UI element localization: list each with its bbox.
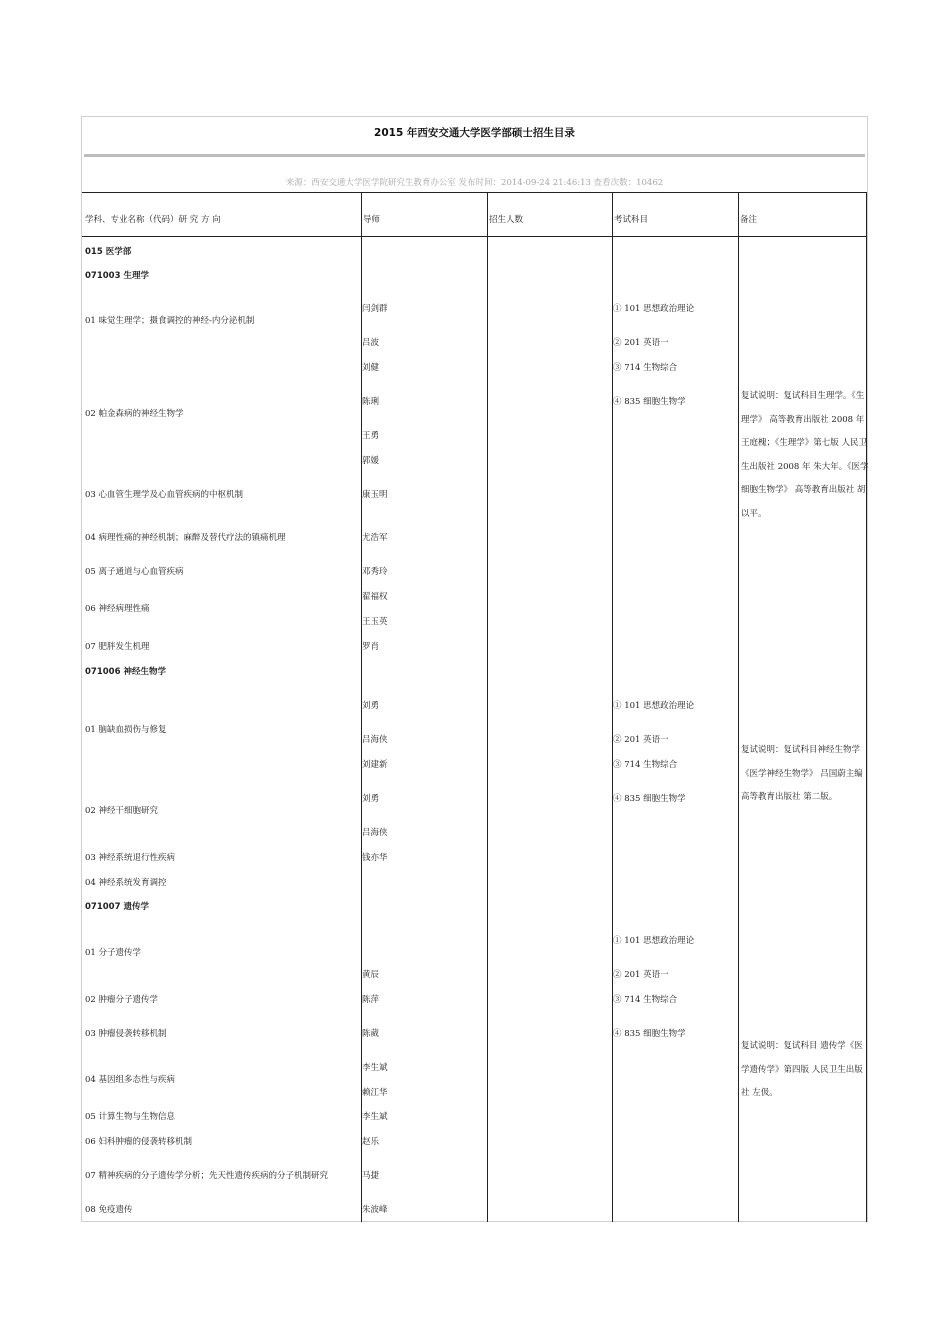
header-enrollment: 招生人数 bbox=[489, 215, 524, 225]
table-top-border bbox=[82, 192, 867, 193]
advisor-name: 邓秀玲 bbox=[362, 567, 388, 577]
advisor-name: 康玉明 bbox=[362, 490, 388, 500]
header-subject: 学科、专业名称（代码）研 究 方 向 bbox=[85, 215, 221, 225]
advisor-name: 王玉英 bbox=[362, 617, 388, 627]
research-direction: 03 心血管生理学及心血管疾病的中枢机制 bbox=[85, 490, 244, 500]
research-direction: 05 计算生物与生物信息 bbox=[85, 1112, 176, 1122]
research-direction: 03 神经系统退行性疾病 bbox=[85, 853, 176, 863]
advisor-name: 刘建新 bbox=[362, 760, 388, 770]
exam-subject: ③ 714 生物综合 bbox=[613, 760, 678, 770]
research-direction: 06 妇科肿瘤的侵袭转移机制 bbox=[85, 1137, 193, 1147]
advisor-name: 李生斌 bbox=[362, 1063, 388, 1073]
exam-subject: ① 101 思想政治理论 bbox=[613, 936, 695, 946]
advisor-name: 吕海侠 bbox=[362, 828, 388, 838]
research-direction: 02 神经干细胞研究 bbox=[85, 806, 159, 816]
advisor-name: 罗肖 bbox=[362, 642, 380, 652]
exam-subject: ① 101 思想政治理论 bbox=[613, 701, 695, 711]
exam-subject: ① 101 思想政治理论 bbox=[613, 304, 695, 314]
advisor-name: 陈萍 bbox=[362, 995, 380, 1005]
advisor-name: 赖江华 bbox=[362, 1088, 388, 1098]
research-direction: 02 帕金森病的神经生物学 bbox=[85, 409, 184, 419]
document-frame bbox=[81, 116, 868, 1222]
exam-subject: ④ 835 细胞生物学 bbox=[613, 794, 686, 804]
column-divider bbox=[487, 192, 488, 1222]
exam-subject: ② 201 英语一 bbox=[613, 735, 669, 745]
research-direction: 04 基因组多态性与疾病 bbox=[85, 1075, 176, 1085]
advisor-name: 马捷 bbox=[362, 1171, 380, 1181]
major-label: 071003 生理学 bbox=[85, 271, 149, 281]
advisor-name: 陈琍 bbox=[362, 397, 380, 407]
exam-subject: ② 201 英语一 bbox=[613, 338, 669, 348]
advisor-name: 尤浩军 bbox=[362, 533, 388, 543]
exam-subject: ③ 714 生物综合 bbox=[613, 995, 678, 1005]
advisor-name: 陈葳 bbox=[362, 1029, 380, 1039]
column-divider bbox=[738, 192, 739, 1222]
advisor-name: 刘勇 bbox=[362, 794, 380, 804]
research-direction: 03 肿瘤侵袭转移机制 bbox=[85, 1029, 167, 1039]
exam-subject: ② 201 英语一 bbox=[613, 970, 669, 980]
advisor-name: 吕海侠 bbox=[362, 735, 388, 745]
research-direction: 04 病理性痛的神经机制；麻醉及替代疗法的镇痛机理 bbox=[85, 533, 286, 543]
remark-note: 复试说明：复试科目 遗传学《医学遗传学》第四版 人民卫生出版社 左伋。 bbox=[741, 1041, 863, 1098]
source-line: 来源：西安交通大学医学院研究生教育办公室 发布时间：2014-09-24 21:46:13 查看次数：10462 bbox=[285, 178, 664, 188]
advisor-name: 翟福权 bbox=[362, 592, 388, 602]
header-remark: 备注 bbox=[740, 215, 758, 225]
header-advisor: 导师 bbox=[363, 215, 381, 225]
page-title: 2015 年西安交通大学医学部硕士招生目录 bbox=[374, 127, 575, 139]
advisor-name: 赵乐 bbox=[362, 1137, 380, 1147]
research-direction: 04 神经系统发育调控 bbox=[85, 878, 167, 888]
advisor-name: 闫剑群 bbox=[362, 304, 388, 314]
header-exam: 考试科目 bbox=[614, 215, 649, 225]
research-direction: 07 精神疾病的分子遗传学分析；先天性遗传疾病的分子机制研究 bbox=[85, 1171, 329, 1181]
research-direction: 07 肥胖发生机理 bbox=[85, 642, 150, 652]
title-divider bbox=[84, 154, 865, 157]
research-direction: 02 肿瘤分子遗传学 bbox=[85, 995, 159, 1005]
advisor-name: 王勇 bbox=[362, 431, 380, 441]
exam-subject: ④ 835 细胞生物学 bbox=[613, 397, 686, 407]
advisor-name: 黄辰 bbox=[362, 970, 380, 980]
remark-note: 复试说明：复试科目生理学。《生理学》 高等教育出版社 2008 年 王庭槐；《生理学》第七版 人民卫生出版社 2008 年 朱大年。《医学细胞生物学》 高等教育出版社 胡以平。 bbox=[741, 391, 869, 519]
advisor-name: 朱波峰 bbox=[362, 1205, 388, 1215]
advisor-name: 刘健 bbox=[362, 363, 380, 373]
research-direction: 05 离子通道与心血管疾病 bbox=[85, 567, 184, 577]
advisor-name: 李生斌 bbox=[362, 1112, 388, 1122]
advisor-name: 吕波 bbox=[362, 338, 380, 348]
major-label: 071007 遗传学 bbox=[85, 902, 149, 912]
exam-subject: ④ 835 细胞生物学 bbox=[613, 1029, 686, 1039]
major-label: 071006 神经生物学 bbox=[85, 667, 166, 677]
advisor-name: 钱亦华 bbox=[362, 853, 388, 863]
remark-note: 复试说明：复试科目神经生物学 《医学神经生物学》 吕国蔚主编 高等教育出版社 第二版。 bbox=[741, 745, 863, 802]
research-direction: 01 分子遗传学 bbox=[85, 948, 142, 958]
header-bottom-border bbox=[82, 236, 867, 237]
advisor-name: 郭媛 bbox=[362, 456, 380, 466]
research-direction: 06 神经病理性痛 bbox=[85, 604, 150, 614]
department-label: 015 医学部 bbox=[85, 247, 132, 257]
exam-subject: ③ 714 生物综合 bbox=[613, 363, 678, 373]
research-direction: 08 免疫遗传 bbox=[85, 1205, 133, 1215]
research-direction: 01 味觉生理学；摄食调控的神经-内分泌机制 bbox=[85, 316, 255, 326]
advisor-name: 刘勇 bbox=[362, 701, 380, 711]
research-direction: 01 脑缺血损伤与修复 bbox=[85, 725, 167, 735]
